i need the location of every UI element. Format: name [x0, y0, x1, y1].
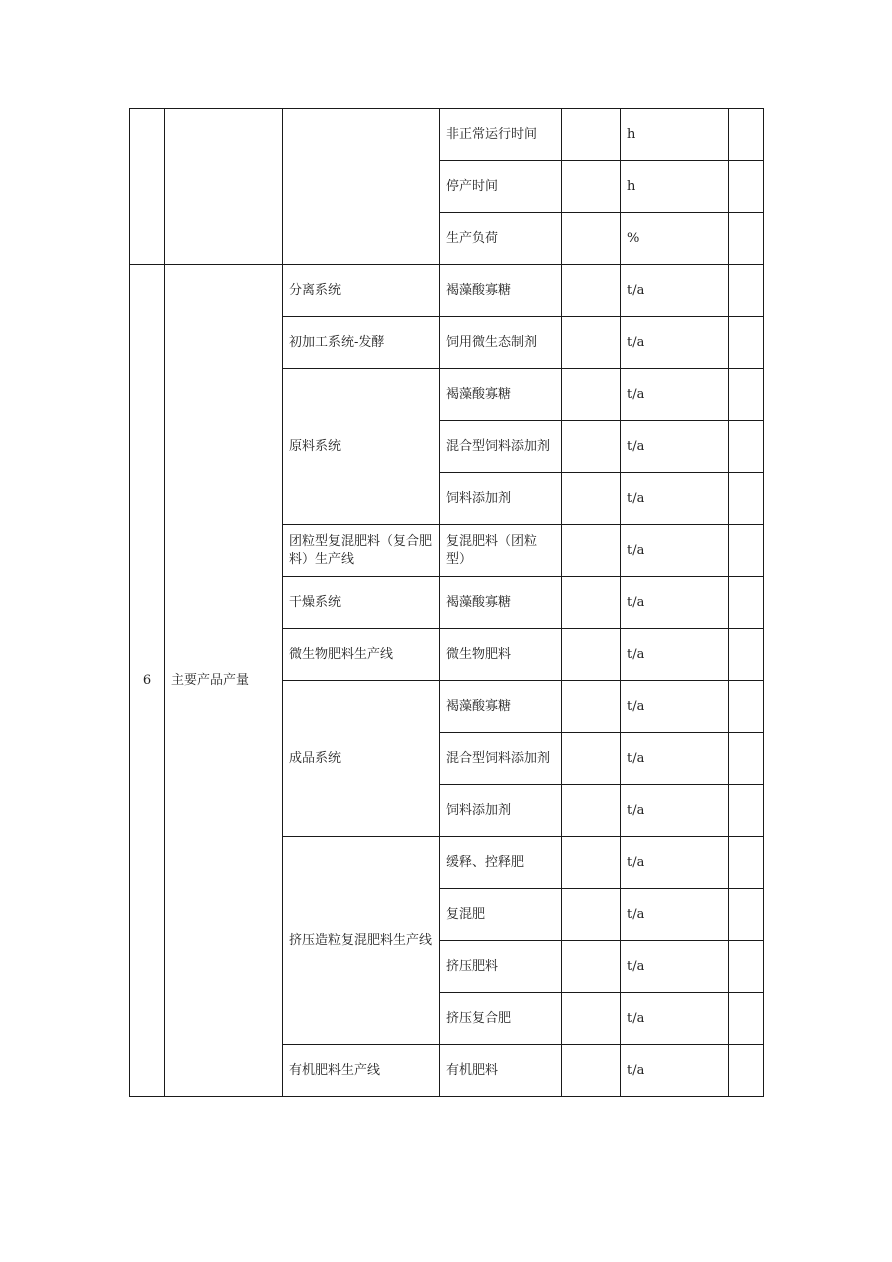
unit-cell: h: [621, 109, 729, 161]
unit-cell: t/a: [621, 681, 729, 733]
unit-cell: t/a: [621, 369, 729, 421]
product-name: 复混肥: [440, 889, 562, 941]
product-name: 缓释、控释肥: [440, 837, 562, 889]
value-cell: [562, 629, 621, 681]
remark-cell: [729, 525, 764, 577]
system-name: 初加工系统-发酵: [283, 317, 440, 369]
remark-cell: [729, 473, 764, 525]
table-body: [130, 109, 764, 1097]
value-cell: [562, 837, 621, 889]
value-cell: [562, 161, 621, 213]
product-name: 复混肥料（团粒型）: [440, 525, 562, 577]
system-name: 干燥系统: [283, 577, 440, 629]
unit-cell: t/a: [621, 889, 729, 941]
product-name: 饲料添加剂: [440, 473, 562, 525]
product-name: 挤压复合肥: [440, 993, 562, 1045]
unit-cell: t/a: [621, 421, 729, 473]
system-name: 有机肥料生产线: [283, 1045, 440, 1097]
remark-cell: [729, 993, 764, 1045]
remark-cell: [729, 889, 764, 941]
product-name: 饲料添加剂: [440, 785, 562, 837]
unit-cell: h: [621, 161, 729, 213]
table-row: [130, 265, 764, 317]
unit-cell: t/a: [621, 941, 729, 993]
product-output-table: [129, 108, 764, 1097]
value-cell: [562, 421, 621, 473]
section-number: 6: [130, 265, 165, 1097]
product-name: 褐藻酸寡糖: [440, 265, 562, 317]
unit-cell: t/a: [621, 265, 729, 317]
remark-cell: [729, 733, 764, 785]
value-cell: [562, 681, 621, 733]
number-cell-empty: [130, 109, 165, 265]
remark-cell: [729, 265, 764, 317]
remark-cell: [729, 213, 764, 265]
value-cell: [562, 733, 621, 785]
system-name: 团粒型复混肥料（复合肥料）生产线: [283, 525, 440, 577]
value-cell: [562, 941, 621, 993]
value-cell: [562, 1045, 621, 1097]
remark-cell: [729, 369, 764, 421]
value-cell: [562, 473, 621, 525]
unit-cell: t/a: [621, 525, 729, 577]
system-name: 微生物肥料生产线: [283, 629, 440, 681]
system-name: 原料系统: [283, 369, 440, 525]
unit-cell: t/a: [621, 473, 729, 525]
product-name: 混合型饲料添加剂: [440, 421, 562, 473]
value-cell: [562, 525, 621, 577]
system-name: 挤压造粒复混肥料生产线: [283, 837, 440, 1045]
product-name: 饲用微生态制剂: [440, 317, 562, 369]
remark-cell: [729, 421, 764, 473]
category-cell-empty: [165, 109, 283, 265]
item-name: 生产负荷: [440, 213, 562, 265]
value-cell: [562, 317, 621, 369]
value-cell: [562, 577, 621, 629]
system-cell-empty: [283, 109, 440, 265]
value-cell: [562, 993, 621, 1045]
product-name: 混合型饲料添加剂: [440, 733, 562, 785]
product-name: 褐藻酸寡糖: [440, 577, 562, 629]
unit-cell: t/a: [621, 785, 729, 837]
unit-cell: t/a: [621, 733, 729, 785]
remark-cell: [729, 109, 764, 161]
value-cell: [562, 785, 621, 837]
value-cell: [562, 369, 621, 421]
system-name: 分离系统: [283, 265, 440, 317]
product-name: 褐藻酸寡糖: [440, 681, 562, 733]
product-name: 微生物肥料: [440, 629, 562, 681]
unit-cell: t/a: [621, 837, 729, 889]
remark-cell: [729, 941, 764, 993]
item-name: 非正常运行时间: [440, 109, 562, 161]
remark-cell: [729, 837, 764, 889]
remark-cell: [729, 629, 764, 681]
product-name: 挤压肥料: [440, 941, 562, 993]
unit-cell: t/a: [621, 317, 729, 369]
value-cell: [562, 889, 621, 941]
table-row: [130, 109, 764, 161]
unit-cell: %: [621, 213, 729, 265]
remark-cell: [729, 785, 764, 837]
unit-cell: t/a: [621, 577, 729, 629]
item-name: 停产时间: [440, 161, 562, 213]
unit-cell: t/a: [621, 629, 729, 681]
remark-cell: [729, 317, 764, 369]
value-cell: [562, 213, 621, 265]
remark-cell: [729, 1045, 764, 1097]
remark-cell: [729, 577, 764, 629]
unit-cell: t/a: [621, 993, 729, 1045]
product-name: 褐藻酸寡糖: [440, 369, 562, 421]
remark-cell: [729, 681, 764, 733]
system-name: 成品系统: [283, 681, 440, 837]
section-title: 主要产品产量: [165, 265, 283, 1097]
value-cell: [562, 265, 621, 317]
unit-cell: t/a: [621, 1045, 729, 1097]
product-name: 有机肥料: [440, 1045, 562, 1097]
value-cell: [562, 109, 621, 161]
remark-cell: [729, 161, 764, 213]
